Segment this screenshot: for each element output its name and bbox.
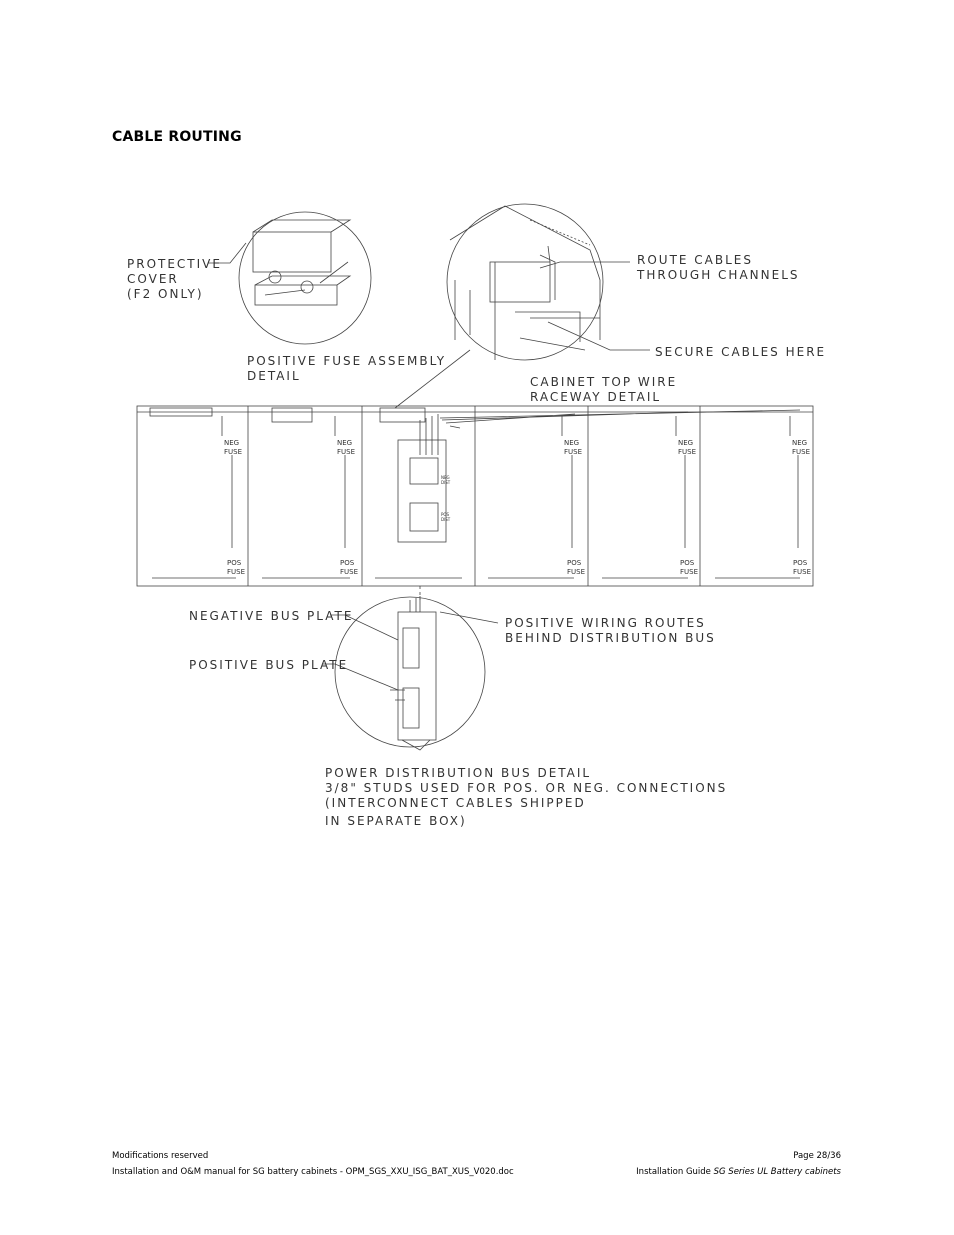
fuse-assembly-detail — [239, 212, 371, 344]
protective-cover-label-1: PROTECTIVE — [127, 257, 222, 271]
raceway-label-2: RACEWAY DETAIL — [530, 390, 662, 404]
neg-fuse-label: FUSE — [792, 448, 811, 456]
positive-bus-plate-label: POSITIVE BUS PLATE — [189, 658, 349, 672]
footer-guide-prefix: Installation Guide — [636, 1167, 714, 1177]
neg-fuse-label: NEG — [224, 439, 240, 447]
pos-fuse-label: FUSE — [227, 568, 246, 576]
neg-fuse-label: NEG — [337, 439, 353, 447]
section-heading: CABLE ROUTING — [112, 129, 242, 145]
negative-bus-plate-label: NEGATIVE BUS PLATE — [189, 609, 354, 623]
route-cables-label-1: ROUTE CABLES — [637, 253, 753, 267]
neg-fuse-labels — [224, 439, 810, 456]
pos-fuse-label: FUSE — [340, 568, 359, 576]
pos-fuse-label: POS — [340, 559, 355, 567]
protective-cover-label-3: (F2 ONLY) — [127, 287, 204, 301]
protective-cover-label-2: COVER — [127, 272, 179, 286]
pos-fuse-labels — [227, 559, 811, 576]
pos-fuse-label: FUSE — [680, 568, 699, 576]
pos-fuse-label: POS — [227, 559, 242, 567]
neg-dist-label: DIST — [441, 480, 451, 485]
footer-guide-series: SG Series UL Battery cabinets — [713, 1167, 841, 1177]
power-bus-label-4: IN SEPARATE BOX) — [325, 814, 467, 828]
neg-fuse-label: NEG — [792, 439, 808, 447]
footer-modifications: Modifications reserved — [112, 1151, 209, 1161]
neg-fuse-label: FUSE — [564, 448, 583, 456]
neg-fuse-label: FUSE — [678, 448, 697, 456]
power-bus-label-1: POWER DISTRIBUTION BUS DETAIL — [325, 766, 592, 780]
neg-fuse-label: FUSE — [337, 448, 356, 456]
footer-guide-title — [636, 1167, 841, 1177]
route-cables-label-2: THROUGH CHANNELS — [637, 268, 800, 282]
positive-wiring-label-2: BEHIND DISTRIBUTION BUS — [505, 631, 716, 645]
footer-page-number: Page 28/36 — [793, 1151, 841, 1161]
neg-dist-label: NEG — [441, 475, 450, 480]
neg-fuse-label: FUSE — [224, 448, 243, 456]
pos-dist-label: DIST — [441, 517, 451, 522]
power-bus-label-2: 3/8" STUDS USED FOR POS. OR NEG. CONNECTIONS — [325, 781, 728, 795]
positive-wiring-label-1: POSITIVE WIRING ROUTES — [505, 616, 706, 630]
pos-fuse-label: FUSE — [567, 568, 586, 576]
pos-fuse-label: FUSE — [793, 568, 812, 576]
pos-fuse-label: POS — [567, 559, 582, 567]
secure-cables-label: SECURE CABLES HERE — [655, 345, 827, 359]
pos-fuse-label: POS — [680, 559, 695, 567]
pos-dist-label: POS — [441, 512, 450, 517]
footer-document-name: Installation and O&M manual for SG battery cabinets - OPM_SGS_XXU_ISG_BAT_XUS_V020.doc — [112, 1167, 514, 1177]
fuse-detail-label-2: DETAIL — [247, 369, 301, 383]
neg-fuse-label: NEG — [678, 439, 694, 447]
fuse-detail-label-1: POSITIVE FUSE ASSEMBLY — [247, 354, 447, 368]
raceway-label-1: CABINET TOP WIRE — [530, 375, 678, 389]
power-bus-label-3: (INTERCONNECT CABLES SHIPPED — [325, 796, 586, 810]
neg-fuse-label: NEG — [564, 439, 580, 447]
pos-fuse-label: POS — [793, 559, 808, 567]
